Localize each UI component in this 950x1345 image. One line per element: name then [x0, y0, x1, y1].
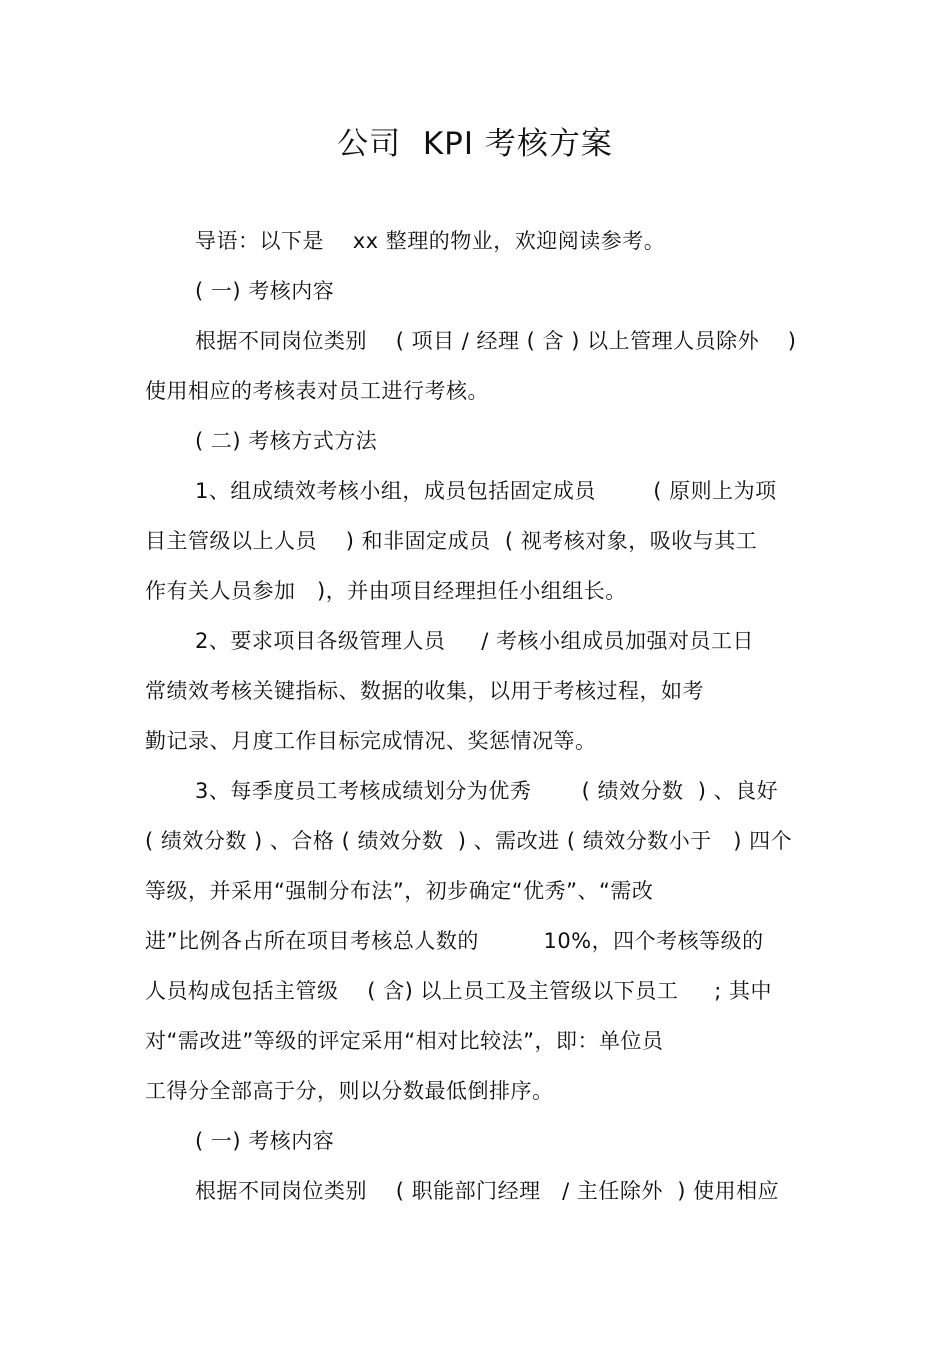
section-heading: ( 一) 考核内容 [195, 1129, 335, 1153]
paragraph-line: 对“需改进”等级的评定采用“相对比较法”，即：单位员 [145, 1029, 664, 1053]
paragraph-line: 根据不同岗位类别 ( 职能部门经理 / 主任除外 ) 使用相应 [195, 1179, 780, 1203]
paragraph-line: 3、每季度员工考核成绩划分为优秀 ( 绩效分数 ) 、良好 [195, 779, 779, 803]
section-heading: ( 一) 考核内容 [195, 279, 335, 303]
section-heading: ( 二) 考核方式方法 [195, 429, 378, 453]
paragraph-line: 1、组成绩效考核小组，成员包括固定成员 ( 原则上为项 [195, 479, 777, 503]
paragraph-line: 目主管级以上人员 ) 和非固定成员 ( 视考核对象，吸收与其工 [145, 529, 758, 553]
paragraph-line: 人员构成包括主管级 ( 含) 以上员工及主管级以下员工 ; 其中 [145, 979, 773, 1003]
document-title: 公司 KPI 考核方案 [337, 126, 613, 162]
paragraph-line: 勤记录、月度工作目标完成情况、奖惩情况等。 [145, 729, 597, 753]
paragraph-line: 使用相应的考核表对员工进行考核。 [145, 379, 489, 403]
paragraph-line: 根据不同岗位类别 ( 项目 / 经理 ( 含 ) 以上管理人员除外 ) [195, 329, 797, 353]
paragraph-line: 常绩效考核关键指标、数据的收集，以用于考核过程，如考 [145, 679, 704, 703]
paragraph-line: 2、要求项目各级管理人员 / 考核小组成员加强对员工日 [195, 629, 754, 653]
paragraph-line: ( 绩效分数 ) 、合格 ( 绩效分数 ) 、需改进 ( 绩效分数小于 ) 四个 [145, 829, 793, 853]
paragraph-line: 等级，并采用“强制分布法”，初步确定“优秀”、“需改 [145, 879, 654, 903]
paragraph-line: 进”比例各占所在项目考核总人数的 10%，四个考核等级的 [145, 929, 764, 953]
paragraph-line: 工得分全部高于分，则以分数最低倒排序。 [145, 1079, 554, 1103]
intro-line: 导语：以下是 xx 整理的物业，欢迎阅读参考。 [195, 229, 666, 253]
paragraph-line: 作有关人员参加 )，并由项目经理担任小组组长。 [145, 579, 627, 603]
